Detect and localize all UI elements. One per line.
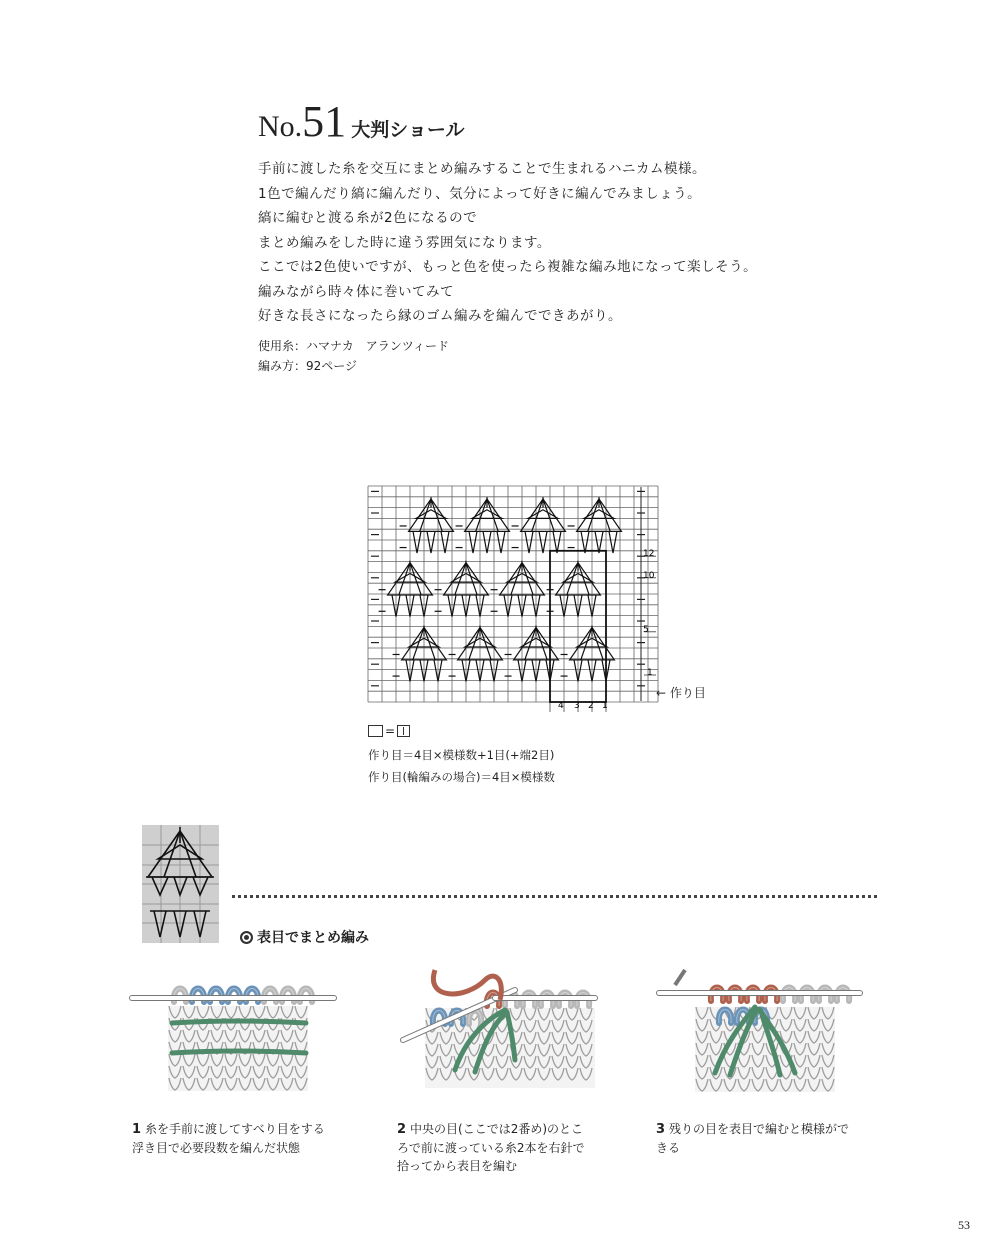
chart-legend	[368, 724, 410, 738]
title-number: 51	[302, 97, 347, 146]
step3-caption	[656, 1120, 886, 1157]
yarn-info: 使用糸：ハマナカ アランツィード	[258, 339, 450, 353]
col-label-3: 3	[574, 701, 580, 711]
step1-number: 1	[132, 1122, 142, 1137]
col-label-2: 2	[588, 701, 594, 711]
page-number: 53	[958, 1218, 970, 1232]
intro-line: まとめ編みをした時に違う雰囲気になります。	[258, 234, 551, 251]
step2-number: 2	[397, 1122, 407, 1137]
chart-notes	[368, 744, 555, 788]
intro-line: 手前に渡した糸を交互にまとめ編みすることで生まれるハニカム模様。	[258, 161, 706, 177]
title-no: No.	[258, 110, 303, 143]
intro-line: ここでは2色使いですが、もっと色を使ったら複雑な編み地になって楽しそう。	[258, 259, 758, 275]
step2-illustration	[395, 960, 610, 1095]
chart-grid	[368, 486, 658, 712]
knitting-chart	[360, 480, 710, 712]
cast-on-label: ← 作り目	[656, 686, 706, 700]
step2-text-line2: ろで前に渡っている糸2本を右針で	[397, 1141, 585, 1155]
blank-cell-icon	[368, 725, 383, 737]
section-divider	[232, 895, 877, 898]
step1-text-line1: 糸を手前に渡してすべり目をする	[145, 1122, 325, 1136]
row-label-1: 1	[647, 668, 653, 678]
intro-line: 1色で編んだり縞に編んだり、気分によって好きに編んでみましょう。	[258, 185, 702, 202]
meta-info	[258, 336, 449, 376]
step3-text-line2: きる	[656, 1141, 681, 1155]
row-label-5: 5	[643, 625, 649, 635]
step3-text-line1: 残りの目を表目で編むと模様がで	[669, 1122, 850, 1136]
row-label-12: 12	[643, 549, 655, 559]
step1-caption	[132, 1120, 372, 1157]
row-label-10: 10	[643, 571, 655, 581]
step3-illustration	[655, 965, 865, 1100]
section-heading	[240, 927, 369, 947]
step3-number: 3	[656, 1122, 666, 1137]
col-label-1: 1	[602, 701, 608, 711]
cast-on-note: 作り目＝4目×模様数+1目(+端2目)	[368, 748, 555, 762]
pattern-ref: 編み方：92ページ	[258, 359, 358, 373]
section-title: 表目でまとめ編み	[257, 930, 369, 946]
legend-equals: =	[385, 724, 396, 738]
bullet-icon	[240, 931, 253, 944]
intro-text	[258, 157, 878, 329]
page-title	[258, 96, 465, 147]
step2-caption	[397, 1120, 627, 1175]
title-name: 大判ショール	[351, 119, 465, 141]
step2-text-line1: 中央の目(ここでは2番め)のとこ	[410, 1122, 584, 1136]
step2-text-line3: 拾ってから表目を編む	[397, 1159, 518, 1173]
gathered-stitch-symbol-chart	[142, 825, 219, 943]
intro-line: 縞に編むと渡る糸が2色になるので	[258, 210, 478, 226]
knit-stitch-icon	[397, 725, 410, 737]
intro-line: 好きな長さになったら縁のゴム編みを編んでできあがり。	[258, 308, 622, 324]
intro-line: 編みながら時々体に巻いてみて	[258, 283, 454, 300]
cast-on-round-note: 作り目(輪編みの場合)＝4目×模様数	[368, 770, 555, 784]
step1-text-line2: 浮き目で必要段数を編んだ状態	[132, 1141, 301, 1155]
step1-illustration	[128, 978, 338, 1098]
col-label-4: 4	[558, 701, 564, 711]
